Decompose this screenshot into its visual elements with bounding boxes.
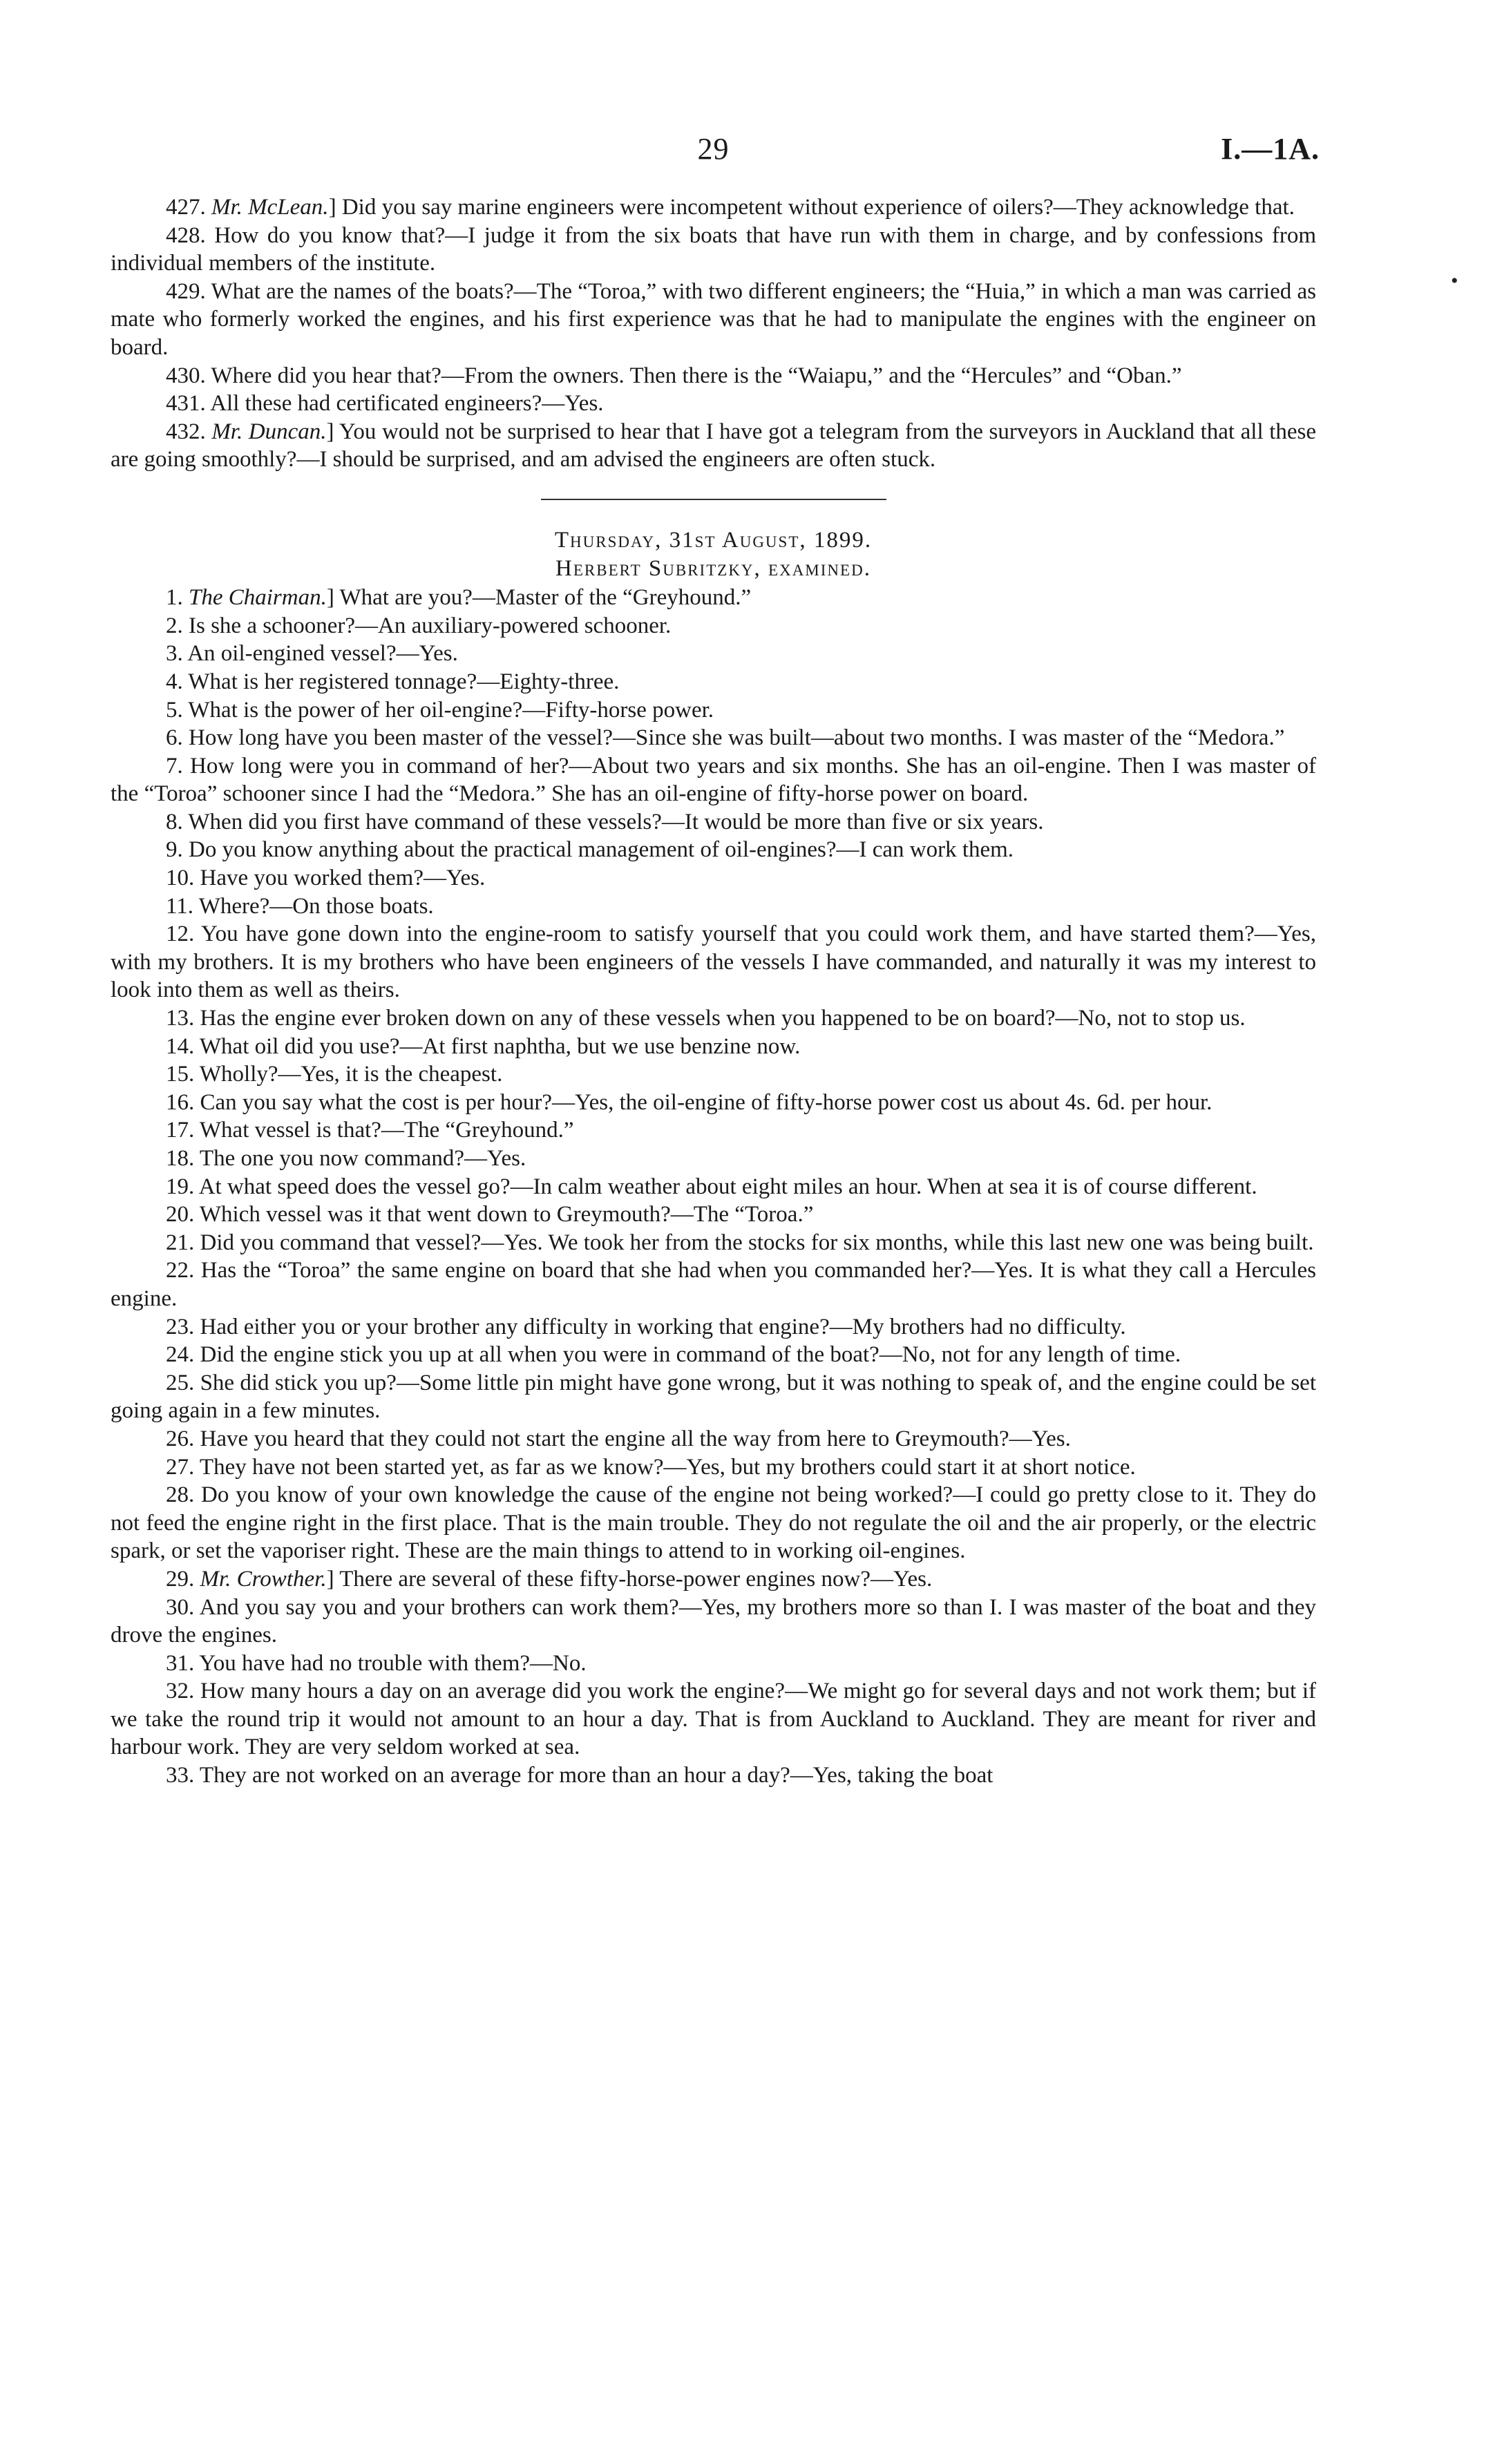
question-answer-text: Had either you or your brother any difficulty in working that engine?—My brothers had no difficulty. [200, 1314, 1126, 1339]
page-number: 29 [697, 132, 730, 166]
question-number: 430. [166, 363, 206, 388]
question-answer-text: Where did you hear that?—From the owners. Then there is the “Waiapu,” and the “Hercules” and “Oban.” [211, 363, 1182, 388]
speaker-name: Mr. Duncan. [211, 419, 327, 444]
question-answer-text: Which vessel was it that went down to Greymouth?—The “Toroa.” [199, 1202, 814, 1228]
question-answer-text: What is her registered tonnage?—Eighty-three. [188, 669, 620, 694]
page-header [111, 131, 1320, 193]
question-answer-text: Have you worked them?—Yes. [200, 866, 486, 891]
question-answer-text: What vessel is that?—The “Greyhound.” [199, 1118, 574, 1143]
question-answer-paragraph [111, 892, 1316, 921]
question-answer-paragraph [111, 752, 1316, 808]
question-answer-text: Has the “Toroa” the same engine on board that she had when you commanded her?—Yes. It is what they call a Hercules engine. [111, 1258, 1316, 1311]
question-answer-paragraph: 432. Mr. Duncan.] You would not be surprised to hear that I have got a telegram from the surveyors in Auckland that all these are going smoothly?—I should be surprised, and am advised the engineers are often stuck. [111, 419, 1317, 472]
question-number: 427. [166, 195, 206, 220]
question-answer-paragraph [111, 1201, 1316, 1229]
question-answer-paragraph [111, 1341, 1316, 1369]
question-number: 428. [166, 222, 206, 248]
question-answer-text: Has the engine ever broken down on any of these vessels when you happened to be on board?—No, not to stop us. [200, 1006, 1246, 1031]
question-answer-text: An oil-engined vessel?—Yes. [187, 641, 458, 667]
question-number: 33. [166, 1763, 195, 1788]
question-answer-paragraph [111, 612, 1316, 640]
question-number: 6. [166, 725, 183, 751]
question-answer-paragraph [111, 1369, 1316, 1425]
question-answer-paragraph [111, 1313, 1316, 1341]
question-number: 4. [166, 669, 183, 694]
witness-heading: Herbert Subritzky, examined. [555, 555, 871, 581]
question-number: 1. [166, 585, 183, 611]
question-answer-paragraph [111, 668, 1316, 696]
question-answer-paragraph [111, 1650, 1316, 1678]
question-number: 7. [166, 753, 183, 779]
question-number: 26. [166, 1426, 195, 1451]
question-number: 9. [166, 837, 183, 863]
question-answer-paragraph [111, 1425, 1316, 1453]
question-answer-text: They have not been started yet, as far as we know?—Yes, but my brothers could start it at short notice. [199, 1454, 1136, 1480]
question-number: 29. [166, 1566, 195, 1592]
question-answer-text: What oil did you use?—At first naphtha, but we use benzine now. [199, 1033, 801, 1059]
question-answer-text: Do you know of your own knowledge the cause of the engine not being worked?—I could go pretty close to it. They do not feed the engine right in the first place. That is the main trouble. They do not regulate the oil and the air properly, or the electric spark, or set the vaporiser right. These are the main things to attend to in working oil-engines. [111, 1482, 1316, 1564]
question-number: 18. [166, 1146, 195, 1171]
question-answer-text: Did the engine stick you up at all when you were in command of the boat?—No, not for any length of time. [200, 1342, 1181, 1368]
question-answer-paragraph [111, 1761, 1316, 1790]
question-number: 14. [166, 1033, 195, 1059]
document-page [111, 131, 1320, 1790]
question-answer-paragraph [111, 1453, 1316, 1482]
question-number: 12. [166, 921, 195, 947]
question-answer-paragraph [111, 1594, 1316, 1650]
question-answer-paragraph: 29. Mr. Crowther.] There are several of these fifty-horse-power engines now?—Yes. [166, 1566, 933, 1592]
question-number: 24. [166, 1342, 195, 1368]
question-answer-text: How many hours a day on an average did you work the engine?—We might go for several days and not work them; but if we take the round trip it would not amount to an hour a day. That is from Auckland to Auckland. They are meant for river and harbour work. They are very seldom worked at sea. [111, 1679, 1316, 1760]
question-answer-paragraph [111, 1004, 1316, 1033]
question-number: 21. [166, 1230, 195, 1255]
question-answer-text: Did you command that vessel?—Yes. We took her from the stocks for six months, while this last new one was being built. [200, 1230, 1314, 1255]
question-answer-paragraph: 1. The Chairman.] What are you?—Master of the “Greyhound.” [166, 585, 752, 611]
question-number: 30. [166, 1594, 195, 1620]
speaker-name: Mr. Crowther. [200, 1566, 327, 1592]
question-answer-text: There are several of these fifty-horse-power engines now?—Yes. [339, 1566, 933, 1592]
question-answer-text: What are the names of the boats?—The “Toroa,” with two different engineers; the “Huia,” in which a man was carried as mate who formerly worked the engines, and his first experience was that he had to manipulate the engines with the engineer on board. [111, 278, 1317, 360]
question-answer-paragraph [111, 1116, 1316, 1145]
question-answer-paragraph [111, 278, 1316, 362]
question-answer-text: Where?—On those boats. [198, 893, 434, 919]
question-answer-paragraph [111, 1089, 1316, 1117]
question-answer-paragraph [111, 222, 1316, 278]
question-number: 23. [166, 1314, 195, 1339]
question-answer-text: And you say you and your brothers can work them?—Yes, my brothers more so than I. I was master of the boat and they drove the engines. [111, 1594, 1317, 1648]
question-answer-text: You have gone down into the engine-room to satisfy yourself that you could work them, and have started them?—Yes, with my brothers. It is my brothers who have been engineers of the vessels I have commanded, and naturally it was my interest to look into them as well as theirs. [111, 921, 1316, 1003]
question-answer-paragraph [111, 1033, 1316, 1061]
question-number: 11. [166, 893, 194, 919]
question-answer-paragraph [111, 1173, 1316, 1201]
question-number: 10. [166, 866, 195, 891]
document-reference: I.—1A. [1221, 132, 1320, 166]
question-number: 432. [166, 419, 206, 444]
question-number: 16. [166, 1089, 195, 1115]
question-number: 19. [166, 1174, 195, 1199]
question-answer-text: How long have you been master of the vessel?—Since she was built—about two months. I was master of the “Medora.” [189, 725, 1285, 751]
question-number: 27. [166, 1454, 195, 1480]
question-answer-text: Did you say marine engineers were incompetent without experience of oilers?—They acknowledge that. [341, 195, 1295, 220]
question-answer-text: You would not be surprised to hear that I have got a telegram from the surveyors in Auckland that all these are going smoothly?—I should be surprised, and am advised the engineers are often stuck. [111, 419, 1317, 472]
question-number: 429. [166, 278, 206, 304]
question-answer-text: When did you first have command of these vessels?—It would be more than five or six years. [188, 809, 1044, 834]
question-answer-paragraph [111, 1145, 1316, 1173]
question-answer-text: What are you?—Master of the “Greyhound.” [339, 585, 752, 611]
question-answer-text: How do you know that?—I judge it from the six boats that have run with them in charge, and by confessions from individual members of the institute. [111, 222, 1317, 276]
question-number: 431. [166, 391, 206, 417]
question-answer-paragraph [111, 390, 1316, 418]
question-number: 25. [166, 1370, 195, 1395]
question-number: 28. [166, 1482, 195, 1508]
question-answer-text: Is she a schooner?—An auxiliary-powered schooner. [189, 613, 672, 638]
speaker-name: The Chairman. [189, 585, 327, 611]
question-answer-paragraph [111, 1257, 1316, 1312]
question-answer-text: She did stick you up?—Some little pin might have gone wrong, but it was nothing to speak of, and the engine could be set going again in a few minutes. [111, 1370, 1316, 1424]
question-answer-paragraph [111, 1060, 1316, 1089]
question-number: 32. [166, 1679, 195, 1704]
question-answer-paragraph [111, 640, 1316, 668]
question-answer-text: What is the power of her oil-engine?—Fifty-horse power. [188, 697, 714, 723]
question-answer-paragraph [111, 696, 1316, 725]
question-number: 17. [166, 1118, 195, 1143]
date-heading: Thursday, 31st August, 1899. [554, 527, 873, 553]
question-number: 5. [166, 697, 183, 723]
question-answer-paragraph [111, 724, 1316, 752]
question-number: 22. [166, 1258, 195, 1283]
question-answer-paragraph [111, 362, 1316, 390]
question-answer-text: Can you say what the cost is per hour?—Yes, the oil-engine of fifty-horse power cost us about 4s. 6d. per hour. [200, 1089, 1213, 1115]
question-answer-paragraph [111, 920, 1316, 1004]
question-number: 3. [166, 641, 183, 667]
question-answer-paragraph [111, 1481, 1316, 1565]
question-answer-text: How long were you in command of her?—About two years and six months. She has an oil-engine. Then I was master of the “Toroa” schooner since I had the “Medora.” She has an oil-engine of fifty-horse power on board. [111, 753, 1316, 807]
testimony-section-previous [111, 193, 1316, 474]
question-answer-text: They are not worked on an average for more than an hour a day?—Yes, taking the boat [199, 1763, 993, 1788]
question-answer-text: You have had no trouble with them?—No. [199, 1650, 587, 1676]
question-number: 31. [166, 1650, 195, 1676]
margin-dot: • [1451, 269, 1458, 292]
question-answer-paragraph [111, 808, 1316, 837]
question-number: 15. [166, 1062, 195, 1087]
question-answer-paragraph [111, 1229, 1316, 1257]
question-number: 2. [166, 613, 183, 638]
question-answer-text: Do you know anything about the practical management of oil-engines?—I can work them. [189, 837, 1014, 863]
question-answer-paragraph: 427. Mr. McLean.] Did you say marine engineers were incompetent without experience of oilers?—They acknowledge that. [166, 195, 1295, 220]
question-number: 20. [166, 1202, 195, 1228]
question-number: 13. [166, 1006, 195, 1031]
question-answer-text: At what speed does the vessel go?—In calm weather about eight miles an hour. When at sea it is of course different. [198, 1174, 1257, 1199]
question-answer-text: All these had certificated engineers?—Yes. [210, 391, 604, 417]
section-divider [541, 499, 886, 500]
speaker-name: Mr. McLean. [211, 195, 329, 220]
question-answer-paragraph [111, 864, 1316, 892]
question-answer-paragraph [111, 1677, 1316, 1761]
question-answer-text: Wholly?—Yes, it is the cheapest. [199, 1062, 503, 1087]
question-answer-text: Have you heard that they could not start the engine all the way from here to Greymouth?—Yes. [200, 1426, 1071, 1451]
testimony-section-subritzky [111, 584, 1316, 1790]
question-number: 8. [166, 809, 183, 834]
question-answer-text: The one you now command?—Yes. [199, 1146, 526, 1171]
question-answer-paragraph [111, 836, 1316, 864]
session-heading-block [111, 526, 1316, 582]
